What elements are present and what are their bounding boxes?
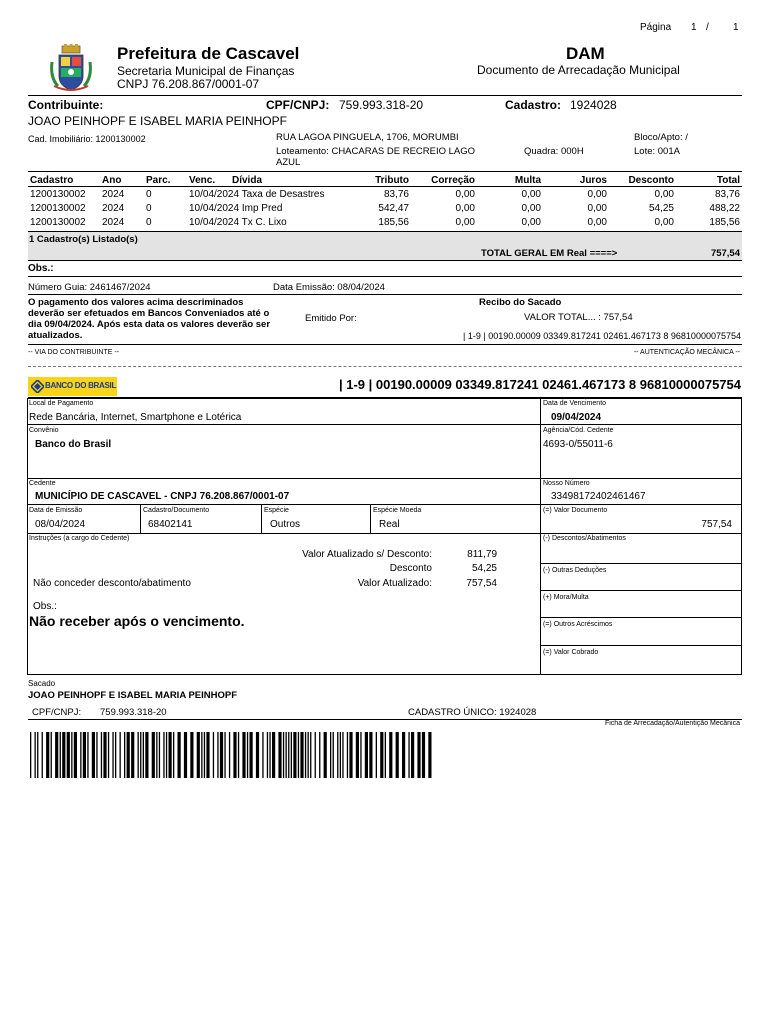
mora-label: (+) Mora/Multa [543,594,589,601]
cadastro-unico: CADASTRO ÚNICO: 1924028 [408,707,537,718]
col-correcao: Correção [431,174,475,186]
guia-divider [28,294,742,295]
barcode-bar [342,732,343,778]
bank-code-line: | 1-9 | 00190.00009 03349.817241 02461.467173 8 96810000075754 [339,377,741,392]
outros-acrescimos-label: (=) Outros Acréscimos [543,621,613,628]
barcode-bar [315,732,316,778]
emitido-por: Emitido Por: [305,313,357,324]
barcode-bar [124,732,125,778]
total-label: TOTAL GERAL EM Real ====> [481,248,618,259]
page-separator: / [706,22,709,33]
cad-doc: 68402141 [148,519,193,530]
department-name: Secretaria Municipal de Finanças [117,64,295,78]
descontos-label: (-) Descontos/Abatimentos [543,535,626,542]
barcode-bar [145,732,148,778]
barcode-bar [288,732,289,778]
barcode-bar [220,732,223,778]
barcode-bar [206,732,209,778]
bloco-apto: Bloco/Apto: / [634,132,688,143]
barcode-bar [376,732,377,778]
barcode-bar [349,732,352,778]
barcode-bar [152,732,155,778]
obs-label: Obs.: [28,263,54,274]
barcode-bar [108,732,109,778]
valor-total: VALOR TOTAL... : 757,54 [524,312,633,323]
barcode-bar [184,732,187,778]
barcode-bar [298,732,299,778]
barcode-bar [422,732,425,778]
barcode-bar [173,732,174,778]
especie: Outros [270,519,301,530]
lote: Lote: 001A [634,146,680,157]
cadastro-label: Cadastro: [505,98,562,112]
barcode-bar [305,732,306,778]
cadastro-value: 1924028 [570,98,617,112]
barcode-bar [229,732,230,778]
barcode-bar [356,732,359,778]
cell-correcao: 0,00 [455,188,475,200]
sacado-name: JOAO PEINHOPF E ISABEL MARIA PEINHOPF [28,690,238,701]
barcode-bar [156,732,157,778]
cell-desconto: 0,00 [654,216,674,228]
summary-bottom-divider [28,260,742,261]
cell-parc: 0 [146,188,152,200]
bank-logo [28,377,117,396]
cell-total: 83,76 [714,188,740,200]
barcode-bar [92,732,95,778]
linha-digitavel-recibo: | 1-9 | 00190.00009 03349.817241 02461.467173 8 96810000075754 [463,331,741,341]
cell-divida: Taxa de Desastres [241,188,325,200]
sacado-label: Sacado [28,679,56,688]
col-divider [261,504,262,533]
convenio: Banco do Brasil [35,439,112,450]
barcode-bar [42,732,43,778]
cut-line [28,366,742,367]
col-divider [140,504,141,533]
barcode-bar [389,732,392,778]
listed-count: 1 Cadastro(s) Listado(s) [29,234,138,245]
barcode-bar [293,732,296,778]
col-venc: Venc. [189,174,216,186]
cell-juros: 0,00 [587,216,607,228]
agencia-label: Agência/Cód. Cedente [543,427,614,434]
barcode-bar [283,732,284,778]
barcode-bar [80,732,81,778]
col-total: Total [716,174,740,186]
page-label: Página [640,22,672,33]
col-multa: Multa [514,174,541,186]
barcode-bar [333,732,334,778]
valor-cobrado-label: (=) Valor Cobrado [543,649,599,656]
row-divider [27,478,742,479]
barcode-bar [120,732,121,778]
local-pagamento-label: Local de Pagamento [29,400,94,407]
barcode-bar [369,732,372,778]
barcode-bar [337,732,338,778]
barcode-bar [267,732,268,778]
row-divider [27,424,742,425]
right-row-divider [540,645,742,646]
col-juros: Juros [579,174,607,186]
cell-correcao: 0,00 [455,216,475,228]
cell-tributo: 83,76 [383,188,409,200]
barcode-bar [115,732,116,778]
cell-juros: 0,00 [587,188,607,200]
cell-tributo: 185,56 [378,216,409,228]
valor-doc-label: (=) Valor Documento [543,507,608,514]
cell-divida: Imp Pred [241,202,283,214]
table-row [28,201,742,215]
org-cnpj: CNPJ 76.208.867/0001-07 [117,77,260,91]
col-ano: Ano [102,174,122,186]
barcode-bar [159,732,160,778]
taxpayer-label: Contribuinte: [28,98,104,112]
especie-moeda-label: Espécie Moeda [373,507,422,514]
right-column-divider [540,398,541,675]
cell-multa: 0,00 [521,216,541,228]
barcode-bar [365,732,368,778]
cell-desconto: 0,00 [654,188,674,200]
barcode-bar [360,732,361,778]
cell-divida: Tx C. Lixo [241,216,287,228]
cell-ano: 2024 [102,188,125,200]
loteamento: Loteamento: CHACARAS DE RECREIO LAGO [276,146,476,157]
barcode-bar [402,732,405,778]
barcode-bar [71,732,72,778]
recibo-title: Recibo do Sacado [479,297,562,308]
cpf-label: CPF/CNPJ: [266,98,330,112]
barcode-bar [324,732,327,778]
nao-receber-warning: Não receber após o vencimento. [29,613,245,629]
row-divider [27,533,742,534]
barcode-bar [166,732,167,778]
barcode-bar [340,732,341,778]
barcode-bar [140,732,141,778]
cpf-value: 759.993.318-20 [339,98,424,112]
header-divider [28,95,742,96]
data-emissao-label: Data de Emissão [29,507,83,514]
ficha-label: Ficha de Arrecadação/Autentição Mecânica [604,720,740,727]
barcode-bar [300,732,303,778]
barcode-bar [190,732,193,778]
barcode-bar [330,732,331,778]
barcode-bar [37,732,38,778]
cell-juros: 0,00 [587,202,607,214]
nosso-numero: 33498172402461467 [551,491,646,502]
barcode-bar [310,732,311,778]
quadra: Quadra: 000H [524,146,584,157]
barcode-bar [380,732,383,778]
table-row [28,215,742,229]
col-parc: Parc. [146,174,171,186]
barcode-bar [319,732,320,778]
page-current: 1 [691,22,697,33]
barcode-bar [247,732,248,778]
cell-total: 488,22 [709,202,740,214]
cedente: MUNICÍPIO DE CASCAVEL - CNPJ 76.208.867/0001-07 [35,491,290,502]
agencia: 4693-0/55011-6 [543,439,613,450]
doc-title: DAM [566,44,605,63]
via-contribuinte: -- VIA DO CONTRIBUINTE -- [28,349,119,356]
valor-atualizado-s-desc-label: Valor Atualizado s/ Desconto: [302,549,432,560]
cedente-label: Cedente [29,480,56,487]
barcode-bar [262,732,263,778]
payment-note-4: atualizados. [28,330,83,341]
col-divida: Dívida [232,174,263,186]
barcode-bar [217,732,218,778]
instr-obs-label: Obs.: [33,601,57,612]
cell-cadastro: 1200130002 [30,202,86,214]
cell-venc-divida [187,201,347,215]
nao-conceder: Não conceder desconto/abatimento [33,578,191,589]
barcode-bar [74,732,77,778]
col-desconto: Desconto [628,174,674,186]
nosso-numero-label: Nosso Número [543,480,590,487]
barcode-bar [55,732,58,778]
barcode-bar [224,732,225,778]
barcode-bar [385,732,386,778]
cell-multa: 0,00 [521,202,541,214]
guia-emission: Data Emissão: 08/04/2024 [273,282,385,293]
table-row [28,187,742,201]
valor-atualizado: 757,54 [466,578,497,589]
barcode-bar [138,732,139,778]
barcode-bar [127,732,130,778]
cell-venc: 10/04/2024 [189,216,240,228]
valor-atualizado-s-desc: 811,79 [467,549,497,560]
barcode-bar [131,732,134,778]
barcode-bar [87,732,88,778]
table-header-row [28,173,742,187]
cell-venc: 10/04/2024 [189,202,240,214]
valor-atualizado-label: Valor Atualizado: [357,578,432,589]
right-row-divider [540,617,742,618]
cad-imobiliario: Cad. Imobiliário: 1200130002 [28,134,146,144]
cad-doc-label: Cadastro/Documento [143,507,210,514]
barcode-bar [428,732,431,778]
barcode-bar [67,732,70,778]
barcode-bar [46,732,49,778]
vencimento-label: Data de Vencimento [543,400,607,407]
cell-correcao: 0,00 [455,202,475,214]
page-total: 1 [733,22,739,33]
barcode-bar [101,732,102,778]
autenticacao: -- AUTENTICAÇÃO MECÂNICA -- [633,349,740,356]
barcode-bar [83,732,86,778]
barcode-bar [103,732,106,778]
sacado-cpf: 759.993.318-20 [100,707,167,718]
barcode-bar [278,732,281,778]
barcode-bar [197,732,200,778]
bank-logo-icon [31,380,44,393]
outras-deducoes-label: (-) Outras Deduções [543,567,607,574]
barcode-bar [143,732,144,778]
cell-parc: 0 [146,216,152,228]
barcode-bar [286,732,287,778]
barcode-bar [62,732,65,778]
cell-desconto: 54,25 [648,202,674,214]
cell-tributo: 542,47 [378,202,409,214]
barcode-bar [213,732,214,778]
data-emissao: 08/04/2024 [35,519,86,530]
col-cadastro: Cadastro [30,174,74,186]
col-tributo: Tributo [375,174,409,186]
total-value: 757,54 [710,248,740,259]
instrucoes-label: Instruções (a cargo do Cedente) [29,535,130,542]
barcode [30,732,434,778]
cell-cadastro: 1200130002 [30,216,86,228]
table-top-divider [28,171,742,172]
right-row-divider [540,563,742,564]
cell-cadastro: 1200130002 [30,188,86,200]
address: RUA LAGOA PINGUELA, 1706, MORUMBI [276,132,459,143]
row-divider [27,504,742,505]
barcode-bar [163,732,164,778]
barcode-bar [35,732,36,778]
barcode-bar [396,732,399,778]
bank-slip-box [27,398,742,675]
payment-note-3: dia 09/04/2024. Após esta data os valores deverão ser [28,319,271,330]
vencimento: 09/04/2024 [551,412,602,423]
org-name: Prefeitura de Cascavel [117,44,300,63]
payment-note-2: deverão ser efetuados em Bancos Conveniados até o [28,308,270,319]
cell-parc: 0 [146,202,152,214]
desconto: 54,25 [471,563,497,574]
right-row-divider [540,590,742,591]
cell-venc: 10/04/2024 [189,188,240,200]
barcode-bar [169,732,172,778]
barcode-bar [417,732,420,778]
barcode-bar [238,732,239,778]
barcode-bar [291,732,292,778]
barcode-bar [204,732,205,778]
bank-logo-text: BANCO DO BRASIL [45,381,117,390]
payment-note-1: O pagamento dos valores acima descriminados [28,297,244,308]
barcode-bar [30,732,31,778]
barcode-bar [269,732,270,778]
recibo-divider [28,344,742,345]
coat-of-arms-logo [48,44,94,94]
items-table [28,173,742,229]
barcode-bar [112,732,113,778]
especie-moeda: Real [379,519,400,530]
barcode-bar [96,732,97,778]
cell-ano: 2024 [102,202,125,214]
obs-divider [28,276,742,277]
barcode-bar [178,732,181,778]
barcode-bar [272,732,275,778]
barcode-bar [411,732,414,778]
guia-number: Número Guia: 2461467/2024 [28,282,151,293]
barcode-bar [233,732,236,778]
barcode-bar [347,732,348,778]
desconto-label: Desconto [389,563,432,574]
local-pagamento: Rede Bancária, Internet, Smartphone e Lotérica [29,412,242,423]
barcode-bar [242,732,245,778]
barcode-bar [256,732,259,778]
valor-doc: 757,54 [701,519,732,530]
doc-subtitle: Documento de Arrecadação Municipal [477,63,680,77]
taxpayer-name: JOAO PEINHOPF E ISABEL MARIA PEINHOPF [28,114,287,128]
cell-multa: 0,00 [521,188,541,200]
cell-total: 185,56 [709,216,740,228]
barcode-bar [408,732,409,778]
barcode-bar [51,732,52,778]
barcode-bar [201,732,202,778]
barcode-bar [250,732,253,778]
sacado-cpf-label: CPF/CNPJ: [32,707,82,718]
cell-venc-divida [187,215,347,229]
col-divider [370,504,371,533]
especie-label: Espécie [264,507,289,514]
convenio-label: Convênio [29,427,59,434]
barcode-bar [308,732,309,778]
barcode-bar [60,732,61,778]
summary-top-divider [28,231,742,232]
table-header-divider [28,186,742,187]
cell-ano: 2024 [102,216,125,228]
loteamento-continued: AZUL [276,157,301,168]
cell-venc-divida [187,187,347,201]
